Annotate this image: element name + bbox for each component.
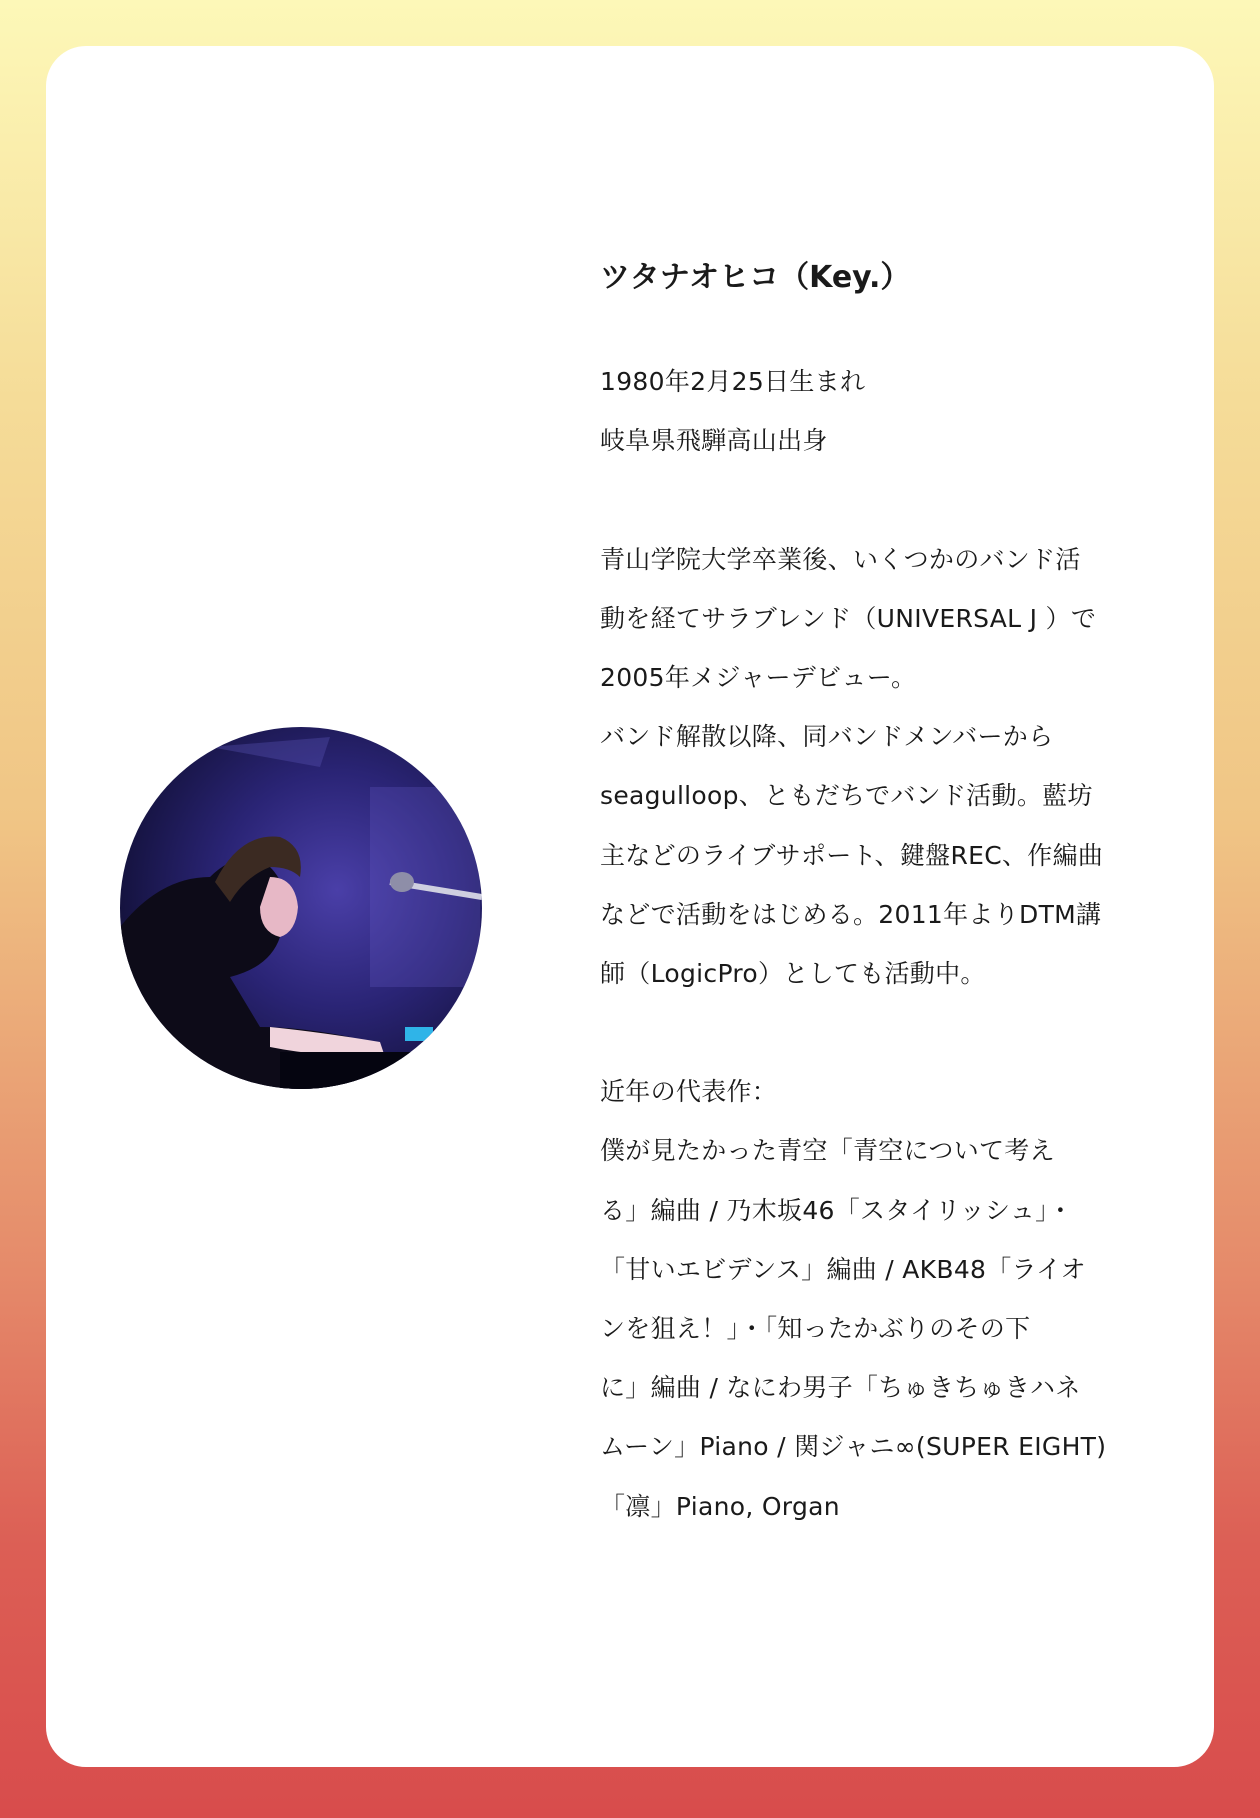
works-line: ムーン」Piano / 関ジャニ∞(SUPER EIGHT) (600, 1432, 1107, 1462)
bio-line: 動を経てサラブレンド（UNIVERSAL J ）で (600, 603, 1097, 633)
works-line: 「凛」Piano, Organ (600, 1491, 840, 1521)
birth-date: 1980年2月25日生まれ (600, 367, 866, 396)
works-line: ンを狙え！」・「知ったかぶりのその下 (600, 1314, 1031, 1343)
works-line: 僕が見たかった青空「青空について考え (600, 1136, 1055, 1166)
works-line: に」編曲 / なにわ男子「ちゅきちゅきハネ (600, 1373, 1081, 1403)
member-name: ツタナオヒコ（Key.） (600, 260, 911, 295)
works-line: る」編曲 / 乃木坂46「スタイリッシュ」・ (600, 1195, 1074, 1225)
works-heading: 近年の代表作： (600, 1077, 778, 1107)
profile-text (600, 256, 1160, 1536)
bio-line: 主などのライブサポート、鍵盤REC、作編曲 (600, 840, 1104, 870)
bio-line: バンド解散以降、同バンドメンバーから (600, 722, 1054, 752)
bio-line: 2005年メジャーデビュー。 (600, 662, 917, 692)
profile-photo (120, 727, 482, 1089)
bio-line: 青山学院大学卒業後、いくつかのバンド活 (600, 544, 1081, 574)
bio-line: seagulloop、ともだちでバンド活動。藍坊 (600, 781, 1093, 811)
bio-line: などで活動をはじめる。2011年よりDTM講 (600, 899, 1102, 929)
profile-card (46, 46, 1214, 1767)
hometown: 岐阜県飛騨高山出身 (600, 426, 828, 456)
bio-line: 師（LogicPro）としても活動中。 (600, 958, 986, 988)
spacer (600, 1003, 1160, 1062)
works-line: 「甘いエビデンス」編曲 / AKB48「ライオ (600, 1254, 1086, 1284)
spacer (600, 470, 1160, 529)
